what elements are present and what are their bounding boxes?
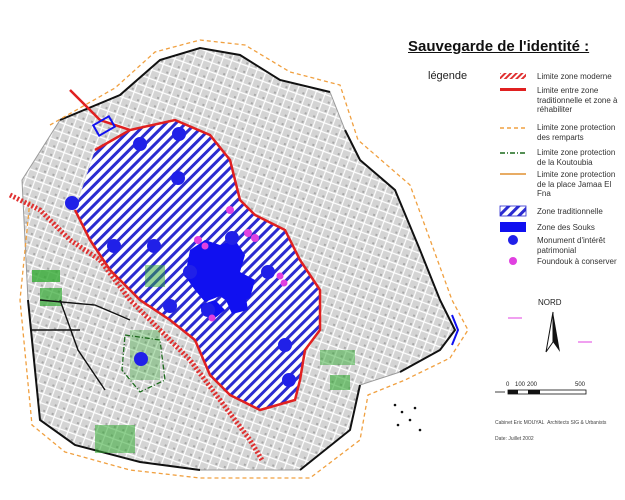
- legend-traditional-zone: Zone traditionnelle: [537, 207, 603, 216]
- legend-foundouk: Foundouk à conserver: [537, 257, 617, 266]
- credit-date: Date: Juillet 2002: [495, 436, 534, 442]
- legend-symbols: [500, 73, 526, 265]
- north-arrow: [508, 312, 592, 352]
- scale-label-500: 500: [575, 382, 586, 388]
- legend-ramparts: Limite zone protection des remparts: [537, 123, 616, 142]
- north-label: NORD: [538, 298, 562, 307]
- legend-koutoubia: Limite zone protection de la Koutoubia: [537, 148, 616, 167]
- legend-modern-limit: Limite zone moderne: [537, 72, 612, 81]
- legend-jamaa-el-fna: Limite zone protection de la place Jamaa El Fna: [537, 170, 616, 198]
- scatter-dots: [394, 404, 422, 432]
- legend-monument: Monument d'intérêt patrimonial: [537, 236, 606, 255]
- scale-label-200: 200: [527, 382, 538, 388]
- scale-bar: [495, 390, 586, 394]
- scale-label-100: 100: [515, 382, 526, 388]
- legend-traditional-limit: Limite entre zone traditionnelle et zone à réhabiliter: [537, 86, 618, 114]
- map-title: Sauvegarde de l'identité :: [408, 38, 590, 55]
- scale-label-0: 0: [506, 382, 510, 388]
- legend-heading: légende: [428, 70, 468, 82]
- legend-souks: Zone des Souks: [537, 223, 595, 232]
- credit-cabinet: Cabinet Eric MOUYAL Architects SIG & Urbanists: [495, 420, 607, 426]
